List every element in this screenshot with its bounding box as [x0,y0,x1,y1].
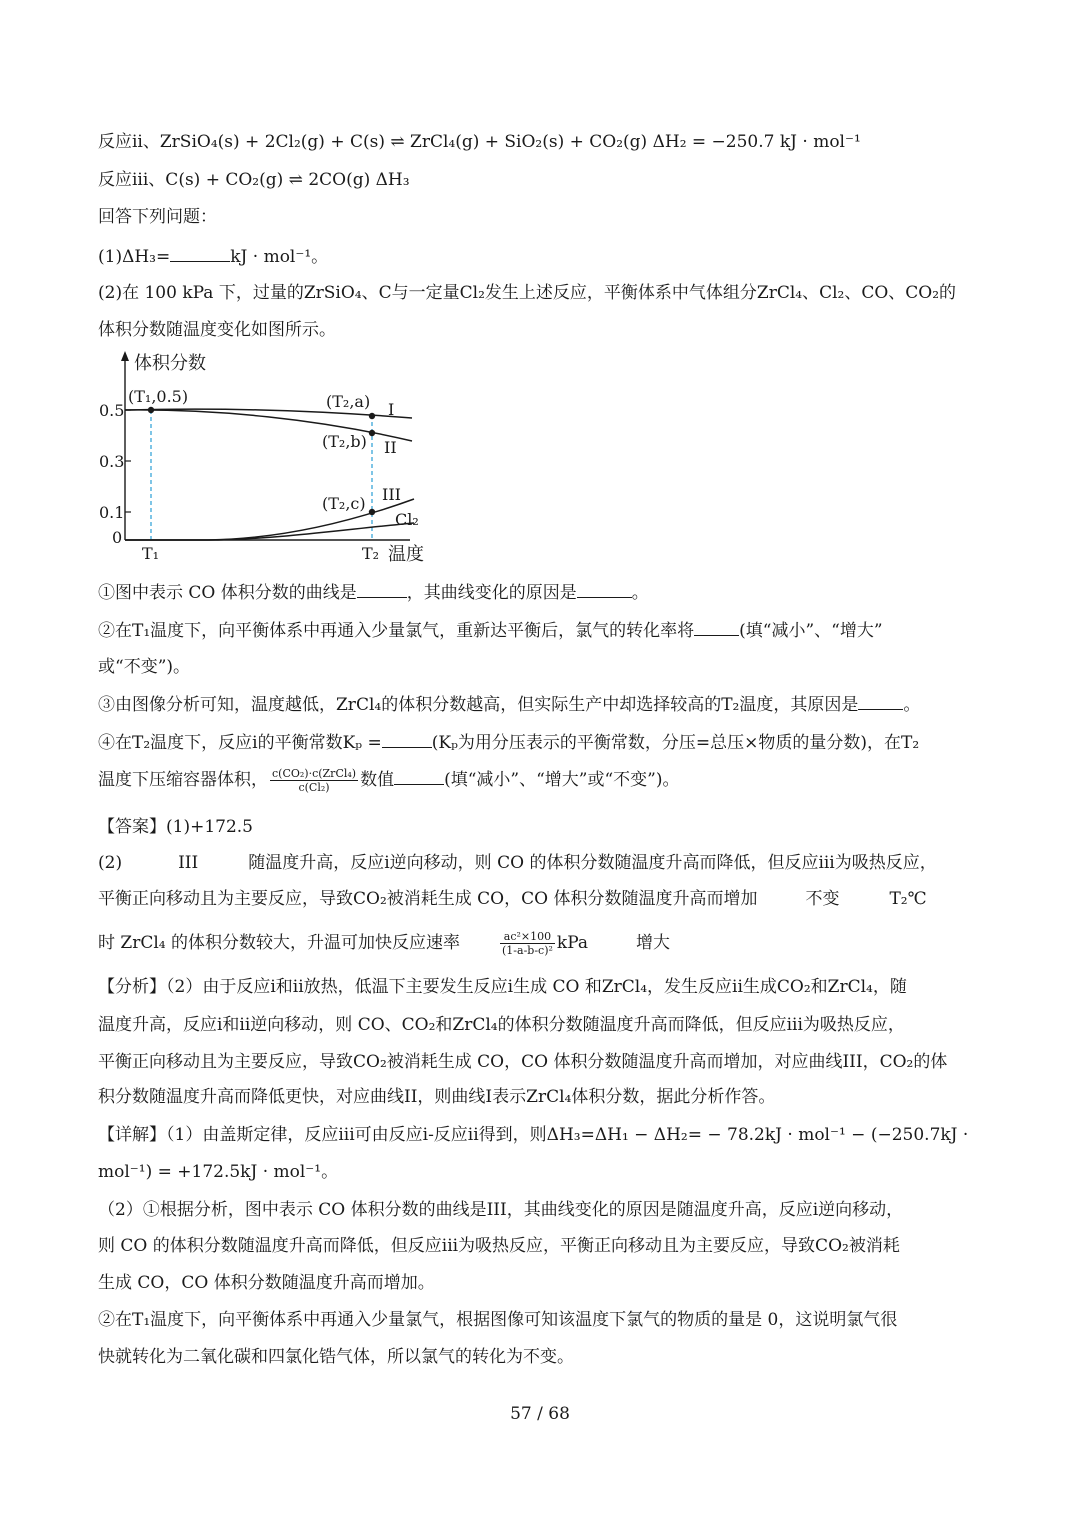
fraction-numerator: ac²×100 [500,930,555,944]
text-segment: T₂℃ [889,889,927,909]
analysis-line: 【分析】（2）由于反应i和ii放热，低温下主要发生反应i生成 CO 和ZrCl₄，发生反应ii生成CO₂和ZrCl₄，随 [98,977,907,997]
text-segment: kPa [556,933,589,953]
text-segment: III [178,853,199,873]
text-segment: 数值 [360,770,395,790]
text-segment: 温度下压缩容器体积， [98,770,268,790]
text-line: (2)在 100 kPa 下，过量的ZrSiO₄、C与一定量Cl₂发生上述反应，平衡体系中气体组分ZrCl₄、Cl₂、CO、CO₂的 [98,283,957,303]
answer-blank [357,579,407,598]
fraction-denominator: c(Cl₂) [298,781,330,794]
text-segment: (2) [98,853,123,873]
text-segment: 增大 [636,933,671,953]
text-segment: 。 [903,695,921,715]
y-tick-label: 0 [112,528,123,547]
answer-line [98,930,670,957]
text-segment: 平衡正向移动且为主要反应，导致CO₂被消耗生成 CO，CO 体积分数随温度升高而增加 [98,889,758,909]
curve-label: III [382,485,401,504]
text-segment: (填“减小”、“增大”或“不变”)。 [444,770,680,790]
text-segment: ③由图像分析可知，温度越低，ZrCl₄的体积分数越高，但实际生产中却选择较高的T₂温度，其原因是 [98,695,859,715]
question-1 [98,243,328,269]
y-tick-label: 0.5 [99,401,125,420]
page-number: 57 / 68 [510,1404,570,1424]
point-label: (T₂,a) [326,392,371,411]
point-a [369,413,375,419]
answer-blank [858,691,903,710]
answer-blank [170,243,230,262]
detail-line: mol⁻¹) = +172.5kJ · mol⁻¹。 [98,1162,339,1182]
text-segment: (填“减小”、“增大” [739,621,883,641]
text-segment: 不变 [805,889,840,909]
y-axis-arrow-icon [121,351,129,361]
text-line: 体积分数随温度变化如图所示。 [98,320,336,340]
curve-cl2 [125,523,414,540]
text-line: 反应ii、ZrSiO₄(s) + 2Cl₂(g) + C(s) ⇌ ZrCl₄(g) + SiO₂(s) + CO₂(g) ΔH₂ = −250.7 kJ · mol⁻¹ [98,132,861,152]
answer-blank [577,579,632,598]
question-2-1 [98,579,649,605]
detail-line: （2）①根据分析，图中表示 CO 体积分数的曲线是III，其曲线变化的原因是随温度升高，反应i逆向移动， [98,1200,904,1220]
question-2-2 [98,617,883,643]
answer-line [98,887,927,911]
question-2-4 [98,729,919,755]
x-tick-label: T₁ [142,544,160,563]
analysis-line: 积分数随温度升高而降低更快，对应曲线II，则曲线I表示ZrCl₄体积分数，据此分析作答。 [98,1087,776,1107]
text-segment: 。 [631,583,649,603]
curve-III [125,499,414,540]
text-segment: 随温度升高，反应i逆向移动，则 CO 的体积分数随温度升高而降低，但反应iii为吸热反应， [248,853,937,873]
answer-blank [694,617,739,636]
text-line: 或“不变”)。 [98,657,191,677]
y-axis-label: 体积分数 [134,353,206,374]
point-c [369,509,375,515]
x-tick-label: T₂ [362,544,380,563]
text-segment: ，其曲线变化的原因是 [406,583,577,603]
y-tick-label: 0.3 [99,452,125,471]
point-t1 [148,407,154,413]
answer-line [98,851,937,875]
text-segment: (Kₚ为用分压表示的平衡常数，分压=总压×物质的量分数)，在T₂ [431,733,920,753]
text-segment: ①图中表示 CO 体积分数的曲线是 [98,583,357,603]
text-segment: ②在T₁温度下，向平衡体系中再通入少量氯气，重新达平衡后，氯气的转化率将 [98,621,695,641]
text-segment: 时 ZrCl₄ 的体积分数较大，升温可加快反应速率 [98,933,461,953]
detail-line: 快就转化为二氧化碳和四氯化锆气体，所以氯气的转化为不变。 [98,1347,574,1367]
text-segment: (1)ΔH₃= [98,247,171,267]
point-label: (T₂,c) [322,494,366,513]
question-2-4-cont [98,766,680,794]
volume-fraction-figure [98,345,438,573]
fraction-numerator: c(CO₂)·c(ZrCl₄) [272,767,357,780]
curve-label: I [388,400,395,419]
text-line: 回答下列问题： [98,207,217,227]
kp-fraction [500,930,555,957]
answer-blank [394,766,444,785]
point-label: (T₂,b) [322,432,367,451]
answer-blank [382,729,432,748]
analysis-line: 平衡正向移动且为主要反应，导致CO₂被消耗生成 CO，CO 体积分数随温度升高而增加，对应曲线III，CO₂的体 [98,1052,948,1072]
detail-line: 生成 CO，CO 体积分数随温度升高而增加。 [98,1273,435,1293]
text-segment: ④在T₂温度下，反应i的平衡常数Kₚ = [98,733,382,753]
curve-label: II [384,438,397,457]
detail-line: 【详解】（1）由盖斯定律，反应iii可由反应i-反应ii得到，则ΔH₃=ΔH₁ − ΔH₂= − 78.2kJ · mol⁻¹ − (−250.7kJ · [98,1125,969,1145]
curve-label: Cl₂ [395,510,419,529]
text-line: 反应iii、C(s) + CO₂(g) ⇌ 2CO(g) ΔH₃ [98,170,410,190]
detail-line: 则 CO 的体积分数随温度升高而降低，但反应iii为吸热反应，平衡正向移动且为主要反应，导致CO₂被消耗 [98,1236,900,1256]
detail-line: ②在T₁温度下，向平衡体系中再通入少量氯气，根据图像可知该温度下氯气的物质的量是 0，这说明氯气很 [98,1310,898,1330]
question-2-3 [98,691,920,717]
analysis-line: 温度升高，反应i和ii逆向移动，则 CO、CO₂和ZrCl₄的体积分数随温度升高而降低，但反应iii为吸热反应， [98,1015,905,1035]
answer-heading: 【答案】(1)+172.5 [98,817,253,837]
ratio-fraction [270,767,358,794]
point-b [369,430,375,436]
text-segment: kJ · mol⁻¹。 [230,247,329,267]
y-tick-label: 0.1 [99,503,125,522]
fraction-denominator: (1-a-b-c)² [502,944,553,957]
x-axis-label: 温度 [388,544,424,565]
point-label: (T₁,0.5) [128,387,189,406]
